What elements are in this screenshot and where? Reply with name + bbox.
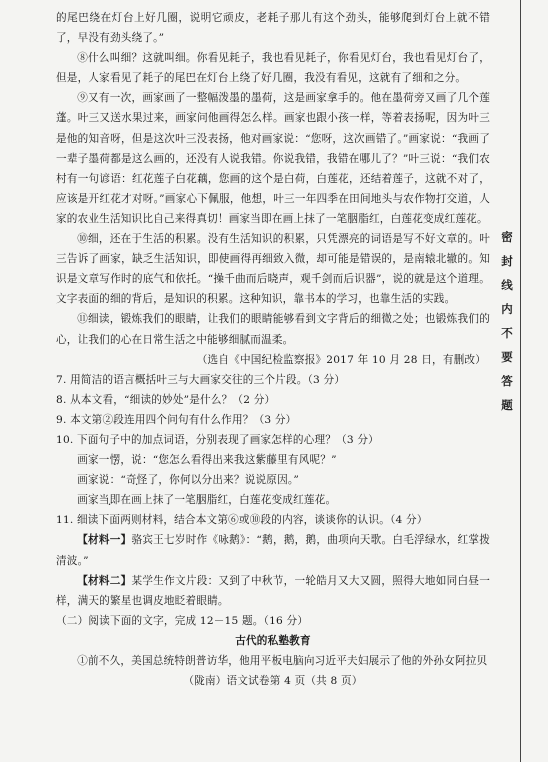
material-2-label: 【材料二】 — [77, 574, 132, 587]
dotted-word-b: 奇怪 — [125, 474, 148, 487]
material-1-label: 【材料一】 — [77, 534, 132, 547]
question-11: 11. 细读下面两则材料，结合本文第⑥或⑩段的内容，谈谈你的认识。（4 分） — [56, 514, 428, 527]
binding-line — [520, 0, 521, 762]
exam-content — [56, 8, 490, 691]
dotted-word-c: 当即 — [98, 494, 121, 507]
article-title: 古代的私塾教育 — [235, 634, 311, 647]
question-7: 7. 用简洁的语言概括叶三与大画家交往的三个片段。（3 分） — [56, 373, 346, 386]
seal-char: 密 — [501, 230, 513, 244]
paragraph-10: ⑩细，还在于生活的积累。没有生活知识的积累，只凭漂亮的词语是写不好文章的。叶三告诉了画家，缺乏生活知识，即使画得再细致入微，却可能是错误的，是南辕北辙的。知识是文章写作时的底气和依托。“操千曲而后晓声，观千剑而后识器”，说的就是这个道理。文字表面的细的背后，是知识的积累。这种知识，靠书本的学习，也靠生活的实践。 — [56, 233, 490, 306]
seal-char: 封 — [501, 254, 513, 268]
seal-char: 内 — [501, 302, 513, 316]
paragraph-8: ⑧什么叫细？这就叫细。你看见耗子，我也看见耗子，你看见灯台，我也看见灯台了，但是，人家看见了耗子的尾巴在灯台上绕了好几圈，我没有看见，这就有了细和之分。 — [56, 52, 490, 85]
question-10: 10. 下面句子中的加点词语，分别表现了画家怎样的心理？（3 分） — [56, 433, 379, 446]
seal-char: 线 — [501, 278, 513, 292]
article-paragraph-1: ①前不久，美国总统特朗普访华，他用平板电脑向习近平夫妇展示了他的外孙女阿拉贝 — [77, 655, 488, 667]
question-10-sentence-c: 画家当即在画上抹了一笔胭脂红，白莲花变成红莲花。 — [77, 494, 337, 507]
material-1: 【材料一】骆宾王七岁时作《咏鹅》：“鹅，鹅，鹅，曲项向天歌。白毛浮绿水，红掌拨清波。” — [56, 534, 490, 567]
paragraph-continued: 的尾巴绕在灯台上好几圈，说明它顽皮，老耗子那儿有这个劲头，能够爬到灯台上就不错了，早没有劲头绕了。” — [56, 12, 490, 45]
paragraph-9: ⑨又有一次，画家画了一整幅泼墨的墨荷，这是画家拿手的。他在墨荷旁又画了几个莲蓬。叶三又送水果过来，画家问他画得怎么样。画家也跟小孩一样，等着表扬呢，因为叶三是他的知音呀，但是这次叶三没表扬，他对画家说：“您呀，这次画错了。”画家说：“我画了一辈子墨荷都是这么画的，还没有人说我错。你说我错，我错在哪儿了？”叶三说：“我们农村有一句谚语：红花莲子白花藕，您画的这个是白荷，白莲花，还结着莲子，这就不对了，应该是开红花才对呀。”画家心下佩服，他想，叶三一年四季在田间地头与农作物打交道，人家的农业生活知识比自己来得真切！画家当即在画上抹了一笔胭脂红，白莲花变成红莲花。 — [56, 92, 490, 225]
question-10-sentence-a: 画家一愣，说：“您怎么看得出来我这紫藤里有风呢？” — [77, 454, 337, 467]
seal-char: 不 — [501, 326, 513, 340]
section-2-heading: （二）阅读下面的文字，完成 12－15 题。（16 分） — [56, 614, 309, 627]
source-note: （选自《中国纪检监察报》2017 年 10 月 28 日，有删改） — [196, 353, 486, 366]
seal-line-notice — [494, 225, 520, 417]
seal-char: 答 — [501, 374, 513, 388]
page-footer: （陇南）语文试卷第 4 页（共 8 页） — [183, 675, 363, 688]
paragraph-11: ⑪细读，锻炼我们的眼睛，让我们的眼睛能够看到文字背后的细微之处；也锻炼我们的心，让我们的心在日常生活之中能够细腻而温柔。 — [56, 313, 490, 346]
material-2: 【材料二】某学生作文片段：又到了中秋节，一轮皓月又大又圆，照得大地如同白昼一样，满天的繁星也调皮地眨着眼睛。 — [56, 574, 490, 607]
seal-char: 要 — [501, 350, 513, 364]
question-8: 8. 从本文看，“细读的妙处”是什么？（2 分） — [56, 393, 276, 406]
question-9: 9. 本文第②段连用四个问句有什么作用？（3 分） — [56, 413, 297, 426]
question-10-sentence-b: 画家说：“奇怪了，你何以分出来？说说原因。” — [77, 474, 300, 487]
seal-char: 题 — [501, 398, 513, 412]
dotted-word-a: 愣 — [109, 454, 121, 467]
